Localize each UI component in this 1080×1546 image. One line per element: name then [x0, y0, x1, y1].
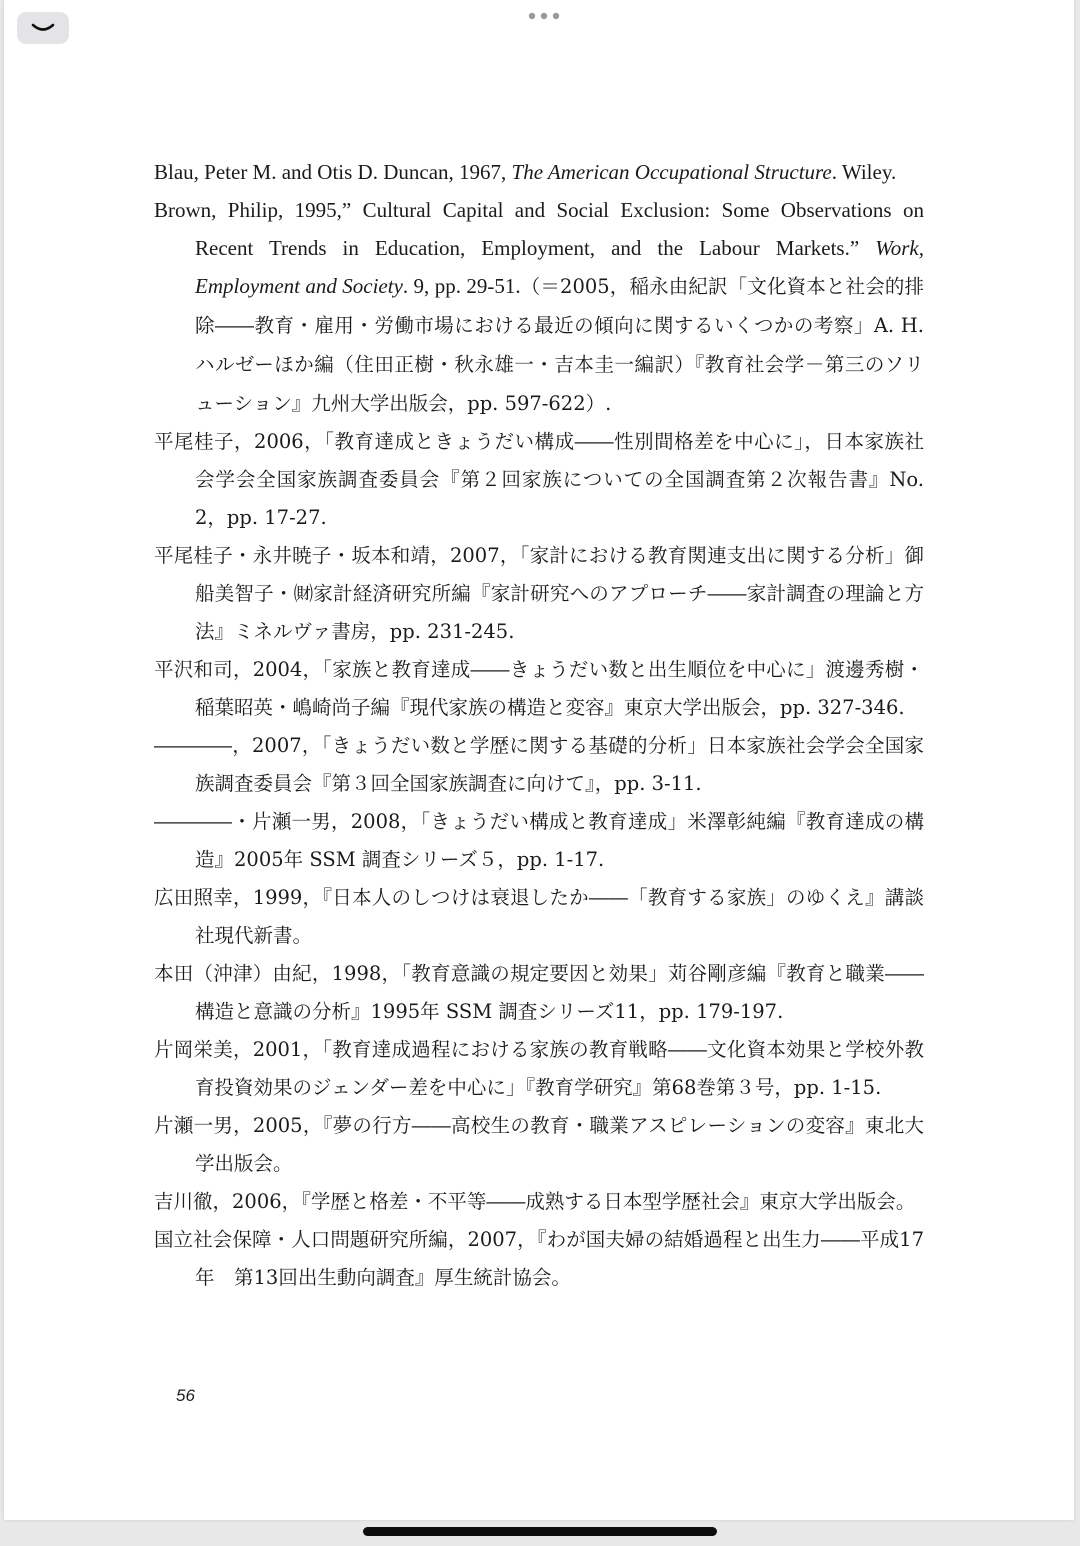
page-number: 56	[176, 1386, 195, 1405]
reference-entry: 片瀬一男，2005，『夢の行方――高校生の教育・職業アスピレーションの変容』東北大学出版会。	[154, 1114, 924, 1175]
collapse-button[interactable]	[17, 12, 69, 44]
reference-title: The American Occupational Structure	[511, 160, 832, 184]
reference-text-after: . 9, pp. 29-51.	[402, 274, 521, 298]
reference-entry: 平尾桂子，2006，「教育達成ときょうだい構成――性別間格差を中心に」，日本家族社会学会全国家族調査委員会『第２回家族についての全国調査第２次報告書』No. 2，pp. 17-27.	[154, 430, 924, 529]
home-indicator[interactable]	[363, 1527, 717, 1536]
reference-text: Brown, Philip, 1995,” Cultural Capital and Social Exclusion: Some Observations on Recent Trends in Education, Employment, and the Labour Markets.”	[154, 198, 924, 260]
reference-entry: 片岡栄美，2001，「教育達成過程における家族の教育戦略――文化資本効果と学校外教育投資効果のジェンダー差を中心に」『教育学研究』第68巻第３号，pp. 1-15.	[154, 1038, 924, 1099]
document-page[interactable]	[4, 0, 1074, 1520]
reference-entry: 広田照幸，1999，『日本人のしつけは衰退したか――「教育する家族」のゆくえ』講談社現代新書。	[154, 886, 924, 947]
reference-entry: 平沢和司，2004，「家族と教育達成――きょうだい数と出生順位を中心に」渡邊秀樹・稲葉昭英・嶋崎尚子編『現代家族の構造と変容』東京大学出版会，pp. 327-346.	[154, 658, 924, 719]
reference-title: Work, Employment and Society	[195, 236, 924, 298]
reference-translation: （＝2005，稲永由紀訳「文化資本と社会的排除――教育・雇用・労働市場における最近の傾向に関するいくつかの考察」A. H. ハルゼーほか編（住田正樹・秋永雄一・吉本圭一編訳）『教育社会学－第三のソリューション』九州大学出版会，pp. 597-622）.	[195, 275, 924, 415]
reference-entry: ――――，2007，「きょうだい数と学歴に関する基礎的分析」日本家族社会学会全国家族調査委員会『第３回全国家族調査に向けて』，pp. 3-11.	[154, 734, 924, 795]
reference-entry: 吉川徹，2006，『学歴と格差・不平等――成熟する日本型学歴社会』東京大学出版会。	[154, 1190, 916, 1213]
chevron-down-icon	[30, 21, 56, 35]
reference-entry: ――――・片瀬一男，2008，「きょうだい構成と教育達成」米澤彰純編『教育達成の構造』2005年 SSM 調査シリーズ５，pp. 1-17.	[154, 810, 924, 871]
reference-text: Blau, Peter M. and Otis D. Duncan, 1967,	[154, 160, 512, 184]
reference-entry	[154, 153, 924, 191]
more-dots-icon[interactable]	[527, 10, 561, 22]
reference-list	[154, 153, 924, 1297]
reference-entry: 国立社会保障・人口問題研究所編，2007，『わが国夫婦の結婚過程と出生力――平成17年 第13回出生動向調査』厚生統計協会。	[154, 1228, 924, 1289]
reference-entry	[154, 191, 924, 423]
reference-entry: 平尾桂子・永井暁子・坂本和靖，2007，「家計における教育関連支出に関する分析」御船美智子・㈶家計経済研究所編『家計研究へのアプローチ――家計調査の理論と方法』ミネルヴァ書房，pp. 231-245.	[154, 544, 924, 643]
reference-text-after: . Wiley.	[831, 160, 897, 184]
reference-entry: 本田（沖津）由紀，1998，「教育意識の規定要因と効果」苅谷剛彦編『教育と職業――構造と意識の分析』1995年 SSM 調査シリーズ11，pp. 179-197.	[154, 962, 924, 1023]
